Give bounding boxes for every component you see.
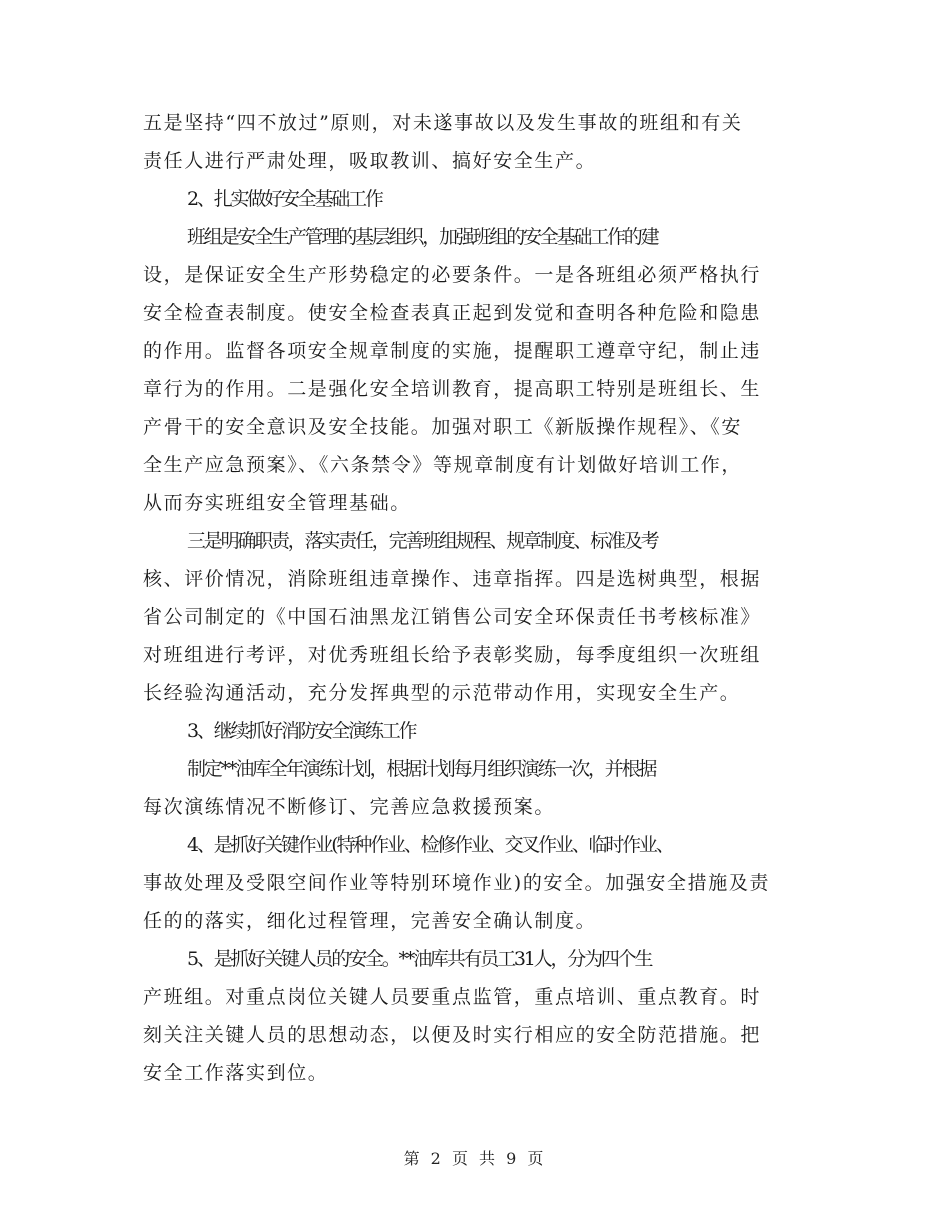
text-line: 刻关注关键人员的思想动态，以便及时实行相应的安全防范措施。把 [143, 1024, 762, 1046]
text-line: 安全工作落实到位。 [143, 1062, 329, 1084]
text-line: 章行为的作用。二是强化安全培训教育，提高职工特别是班组长、生 [143, 378, 762, 400]
text-line: 班组是安全生产管理的基层组织，加强班组的安全基础工作的建 [187, 226, 658, 248]
text-line: 4、是抓好关键作业(特种作业、检修作业、交叉作业、临时作业、 [187, 834, 673, 856]
text-line: 长经验沟通活动，充分发挥典型的示范带动作用，实现安全生产。 [143, 682, 741, 704]
text-line: 事故处理及受限空间作业等特别环境作业)的安全。加强安全措施及责 [143, 872, 771, 894]
text-line: 省公司制定的《中国石油黑龙江销售公司安全环保责任书考核标准》 [143, 606, 762, 628]
document-body [143, 104, 823, 1092]
text-line: 设，是保证安全生产形势稳定的必要条件。一是各班组必须严格执行 [143, 264, 762, 286]
text-line: 对班组进行考评，对优秀班组长给予表彰奖励，每季度组织一次班组 [143, 644, 762, 666]
text-line: 三是明确职责，落实责任，完善班组规程、规章制度、标准及考 [187, 530, 658, 552]
text-line: 全生产应急预案》、《六条禁令》等规章制度有计划做好培训工作， [143, 454, 743, 476]
text-line: 产班组。对重点岗位关键人员要重点监管，重点培训、重点教育。时 [143, 986, 762, 1008]
text-line: 核、评价情况，消除班组违章操作、违章指挥。四是选树典型，根据 [143, 568, 762, 590]
text-line: 从而夯实班组安全管理基础。 [143, 492, 411, 514]
text-line: 3、继续抓好消防安全演练工作 [187, 720, 416, 742]
text-line: 任的的落实，细化过程管理，完善安全确认制度。 [143, 910, 597, 932]
text-line: 安全检查表制度。使安全检查表真正起到发觉和查明各种危险和隐患 [143, 302, 762, 324]
text-line: 5、是抓好关键人员的安全。**油库共有员工31人，分为四个生 [187, 948, 652, 970]
page-number-footer: 第 2 页 共 9 页 [403, 1149, 547, 1168]
text-line: 制定**油库全年演练计划，根据计划每月组织演练一次，并根据 [187, 758, 656, 780]
text-line: 的作用。监督各项安全规章制度的实施，提醒职工遵章守纪，制止违 [143, 340, 762, 362]
text-line: 2、扎实做好安全基础工作 [187, 188, 382, 210]
text-line: 责任人进行严肃处理，吸取教训、搞好安全生产。 [143, 150, 597, 172]
text-line: 每次演练情况不断修订、完善应急救援预案。 [143, 796, 556, 818]
text-line: 五是坚持“四不放过”原则，对未遂事故以及发生事故的班组和有关 [143, 112, 743, 134]
text-line: 产骨干的安全意识及安全技能。加强对职工《新版操作规程》、《安 [143, 416, 743, 438]
